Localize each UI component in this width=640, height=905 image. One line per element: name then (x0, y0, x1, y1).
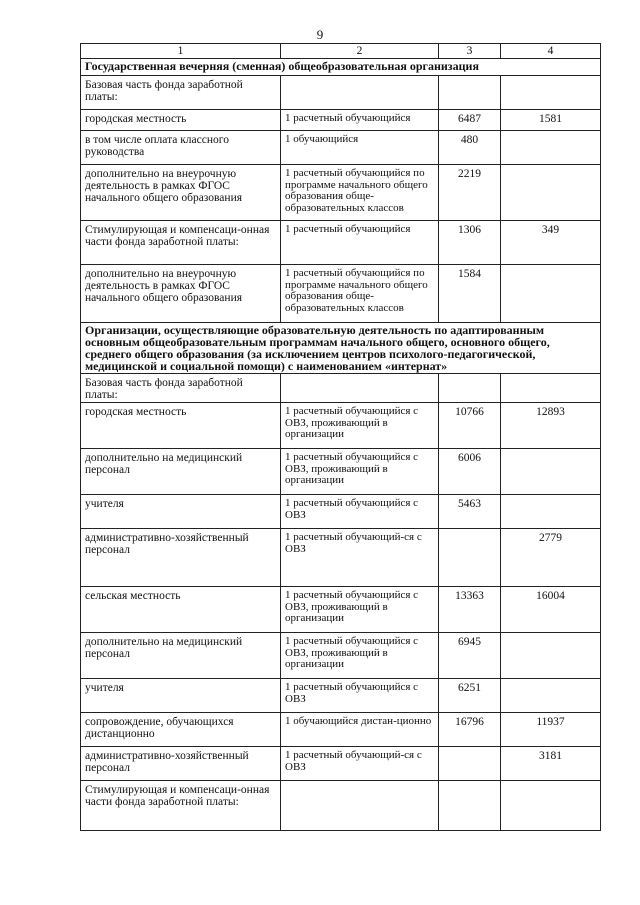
row-value-3 (439, 76, 501, 110)
page-number: 9 (316, 27, 324, 42)
row-value-4 (501, 265, 601, 323)
table-row (81, 165, 601, 221)
table-row (81, 587, 601, 633)
table-row (81, 449, 601, 495)
row-value-3: 16796 (439, 713, 501, 747)
column-header-4: 4 (501, 44, 601, 59)
row-value-3: 6487 (439, 110, 501, 131)
table-row (81, 713, 601, 747)
table-row (81, 265, 601, 323)
column-header-1: 1 (81, 44, 281, 59)
table-row (81, 529, 601, 587)
row-unit: 1 расчетный обучающийся по программе начального общего образования обще-образовательных классов (281, 165, 439, 221)
row-value-4 (501, 374, 601, 403)
row-label: дополнительно на внеурочную деятельность в рамках ФГОС начального общего образования (81, 165, 281, 221)
row-value-4 (501, 449, 601, 495)
row-value-3: 6945 (439, 633, 501, 679)
row-unit: 1 расчетный обучающийся (281, 221, 439, 265)
row-value-4: 3181 (501, 747, 601, 781)
row-label: Стимулирующая и компенсаци-онная части фонда заработной платы: (81, 221, 281, 265)
row-label: учителя (81, 495, 281, 529)
row-value-4 (501, 679, 601, 713)
row-value-3: 1306 (439, 221, 501, 265)
funding-table (80, 43, 601, 831)
row-unit (281, 76, 439, 110)
row-label: Базовая часть фонда заработной платы: (81, 76, 281, 110)
table-row (81, 221, 601, 265)
table-row (81, 110, 601, 131)
row-label: Базовая часть фонда заработной платы: (81, 374, 281, 403)
row-unit: 1 обучающийся (281, 131, 439, 165)
row-label: дополнительно на медицинский персонал (81, 633, 281, 679)
row-label: дополнительно на медицинский персонал (81, 449, 281, 495)
row-value-3: 1584 (439, 265, 501, 323)
row-value-3: 6006 (439, 449, 501, 495)
row-value-3: 5463 (439, 495, 501, 529)
table-row (81, 633, 601, 679)
row-value-4 (501, 495, 601, 529)
row-value-4: 11937 (501, 713, 601, 747)
row-value-4 (501, 131, 601, 165)
row-value-3: 480 (439, 131, 501, 165)
row-value-4: 1581 (501, 110, 601, 131)
row-label: учителя (81, 679, 281, 713)
table-row (81, 679, 601, 713)
row-unit (281, 374, 439, 403)
row-label: административно-хозяйственный персонал (81, 529, 281, 587)
row-value-3: 2219 (439, 165, 501, 221)
table-row (81, 495, 601, 529)
row-value-3: 10766 (439, 403, 501, 449)
column-header-3: 3 (439, 44, 501, 59)
row-unit: 1 расчетный обучающийся с ОВЗ, проживающий в организации (281, 587, 439, 633)
section-2-title: Организации, осуществляющие образовательную деятельность по адаптированным основным общеобразовательным программам начального общего, основного общего, среднего общего образования (за исключением центров психолого-педагогической, медицинской и социальной помощи) с наименованием «интернат» (81, 323, 601, 374)
row-value-3 (439, 747, 501, 781)
row-value-3 (439, 781, 501, 831)
row-label: городская местность (81, 110, 281, 131)
row-value-4 (501, 165, 601, 221)
column-header-2: 2 (281, 44, 439, 59)
table-row (81, 374, 601, 403)
section-1-title: Государственная вечерняя (сменная) общеобразовательная организация (81, 59, 601, 76)
row-value-4: 16004 (501, 587, 601, 633)
row-unit: 1 расчетный обучающийся с ОВЗ, проживающий в организации (281, 449, 439, 495)
row-unit: 1 расчетный обучающийся с ОВЗ, проживающий в организации (281, 633, 439, 679)
row-unit: 1 расчетный обучающийся с ОВЗ, проживающий в организации (281, 403, 439, 449)
table-row (81, 781, 601, 831)
row-unit: 1 расчетный обучающийся с ОВЗ (281, 495, 439, 529)
table-row (81, 76, 601, 110)
row-unit: 1 расчетный обучающий-ся с ОВЗ (281, 747, 439, 781)
table-row (81, 131, 601, 165)
table-row (81, 747, 601, 781)
row-label: сельская местность (81, 587, 281, 633)
row-unit: 1 обучающийся дистан-ционно (281, 713, 439, 747)
table-row (81, 403, 601, 449)
row-label: городская местность (81, 403, 281, 449)
row-value-3 (439, 374, 501, 403)
row-value-3 (439, 529, 501, 587)
row-label: Стимулирующая и компенсаци-онная части фонда заработной платы: (81, 781, 281, 831)
row-value-3: 13363 (439, 587, 501, 633)
row-value-4: 12893 (501, 403, 601, 449)
row-label: сопровождение, обучающихся дистанционно (81, 713, 281, 747)
section-title-row (81, 59, 601, 76)
row-value-4: 2779 (501, 529, 601, 587)
row-label: административно-хозяйственный персонал (81, 747, 281, 781)
row-unit: 1 расчетный обучающийся по программе начального общего образования обще-образовательных классов (281, 265, 439, 323)
section-title-row (81, 323, 601, 374)
row-value-4: 349 (501, 221, 601, 265)
table-header-row (81, 44, 601, 59)
row-unit: 1 расчетный обучающийся (281, 110, 439, 131)
row-label: в том числе оплата классного руководства (81, 131, 281, 165)
row-value-4 (501, 76, 601, 110)
row-unit: 1 расчетный обучающийся с ОВЗ (281, 679, 439, 713)
row-label: дополнительно на внеурочную деятельность в рамках ФГОС начального общего образования (81, 265, 281, 323)
row-value-4 (501, 781, 601, 831)
row-value-3: 6251 (439, 679, 501, 713)
row-unit: 1 расчетный обучающий-ся с ОВЗ (281, 529, 439, 587)
row-unit (281, 781, 439, 831)
row-value-4 (501, 633, 601, 679)
